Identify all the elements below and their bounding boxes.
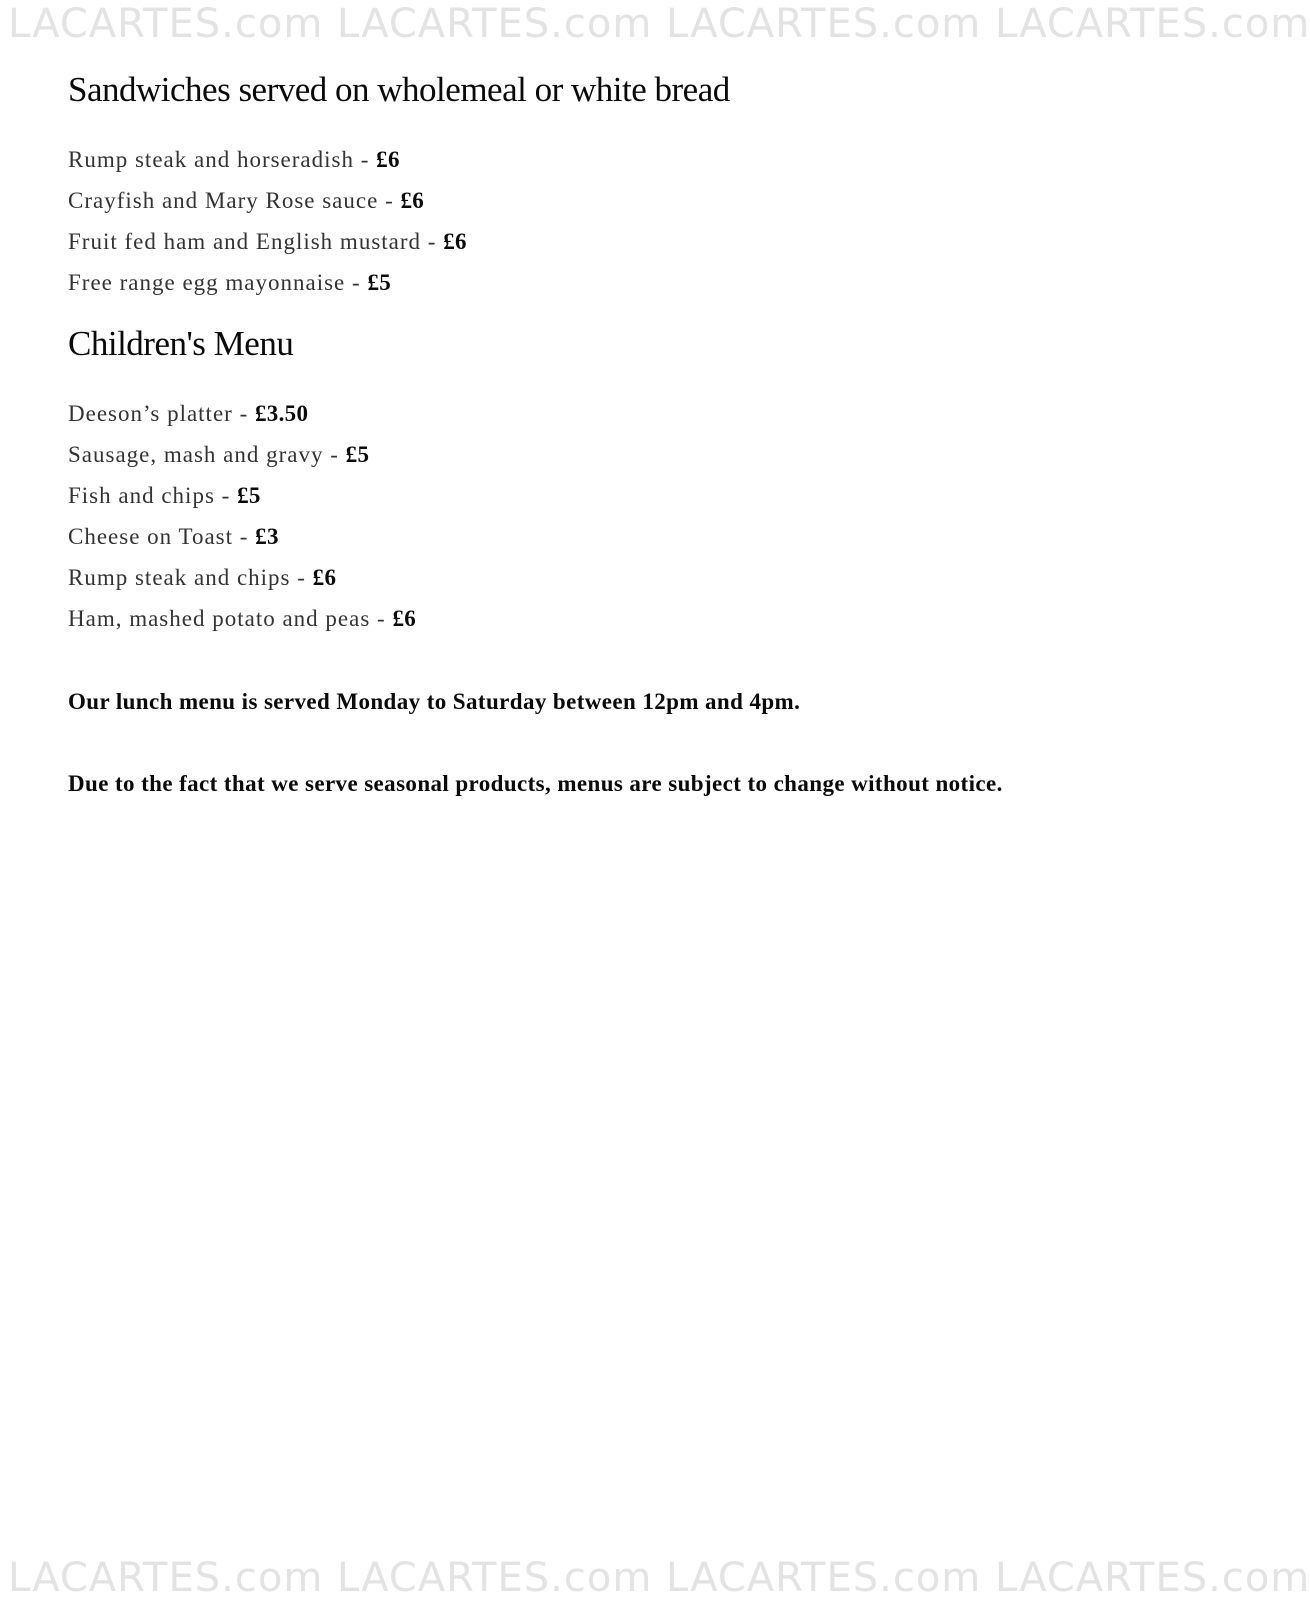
menu-item — [68, 262, 1048, 303]
item-separator: - — [353, 147, 377, 172]
item-separator: - — [345, 270, 368, 295]
item-name: Fish and chips — [68, 483, 215, 508]
section-title-childrens-menu: Children's Menu — [68, 324, 294, 363]
item-name: Free range egg mayonnaise — [68, 270, 346, 295]
menu-item — [68, 598, 1048, 639]
menu-item — [68, 434, 1048, 475]
item-name: Ham, mashed potato and peas — [68, 606, 371, 631]
menu-page — [68, 65, 1048, 804]
item-price: £5 — [345, 442, 370, 467]
item-price: £6 — [392, 606, 417, 631]
menu-item — [68, 475, 1048, 516]
watermark-top: LACARTES.com LACARTES.com LACARTES.com LACARTES.com — [8, 1, 1310, 47]
item-separator: - — [323, 442, 346, 467]
item-name: Deeson’s platter — [68, 401, 233, 426]
section-title-sandwiches: Sandwiches served on wholemeal or white bread — [68, 70, 730, 109]
item-price: £3 — [255, 524, 279, 549]
item-price: £6 — [376, 147, 400, 172]
item-separator: - — [233, 524, 256, 549]
menu-item — [68, 221, 1048, 262]
item-separator: - — [290, 565, 313, 590]
menu-item — [68, 516, 1048, 557]
item-name: Sausage, mash and gravy — [68, 442, 324, 467]
item-price: £6 — [400, 188, 425, 213]
item-name: Rump steak and chips — [68, 565, 291, 590]
item-separator: - — [232, 401, 255, 426]
menu-item — [68, 139, 1048, 180]
item-price: £3.50 — [255, 401, 309, 426]
menu-item — [68, 393, 1048, 434]
menu-item — [68, 557, 1048, 598]
item-name: Rump steak and horseradish — [68, 147, 354, 172]
item-separator: - — [421, 229, 444, 254]
item-separator: - — [214, 483, 238, 508]
item-separator: - — [370, 606, 393, 631]
seasonal-notice: Due to the fact that we serve seasonal products, menus are subject to change without notice. — [68, 771, 1003, 796]
childrens-list — [68, 393, 1048, 639]
item-price: £6 — [312, 565, 337, 590]
item-price: £5 — [367, 270, 392, 295]
item-price: £6 — [443, 229, 467, 254]
item-separator: - — [378, 188, 401, 213]
menu-item — [68, 180, 1048, 221]
watermark-bottom: LACARTES.com LACARTES.com LACARTES.com LACARTES.com — [8, 1555, 1310, 1601]
item-price: £5 — [237, 483, 261, 508]
lunch-hours-note: Our lunch menu is served Monday to Saturday between 12pm and 4pm. — [68, 689, 801, 714]
item-name: Crayfish and Mary Rose sauce — [68, 188, 379, 213]
item-name: Fruit fed ham and English mustard — [68, 229, 422, 254]
sandwich-list — [68, 139, 1048, 303]
item-name: Cheese on Toast — [68, 524, 233, 549]
